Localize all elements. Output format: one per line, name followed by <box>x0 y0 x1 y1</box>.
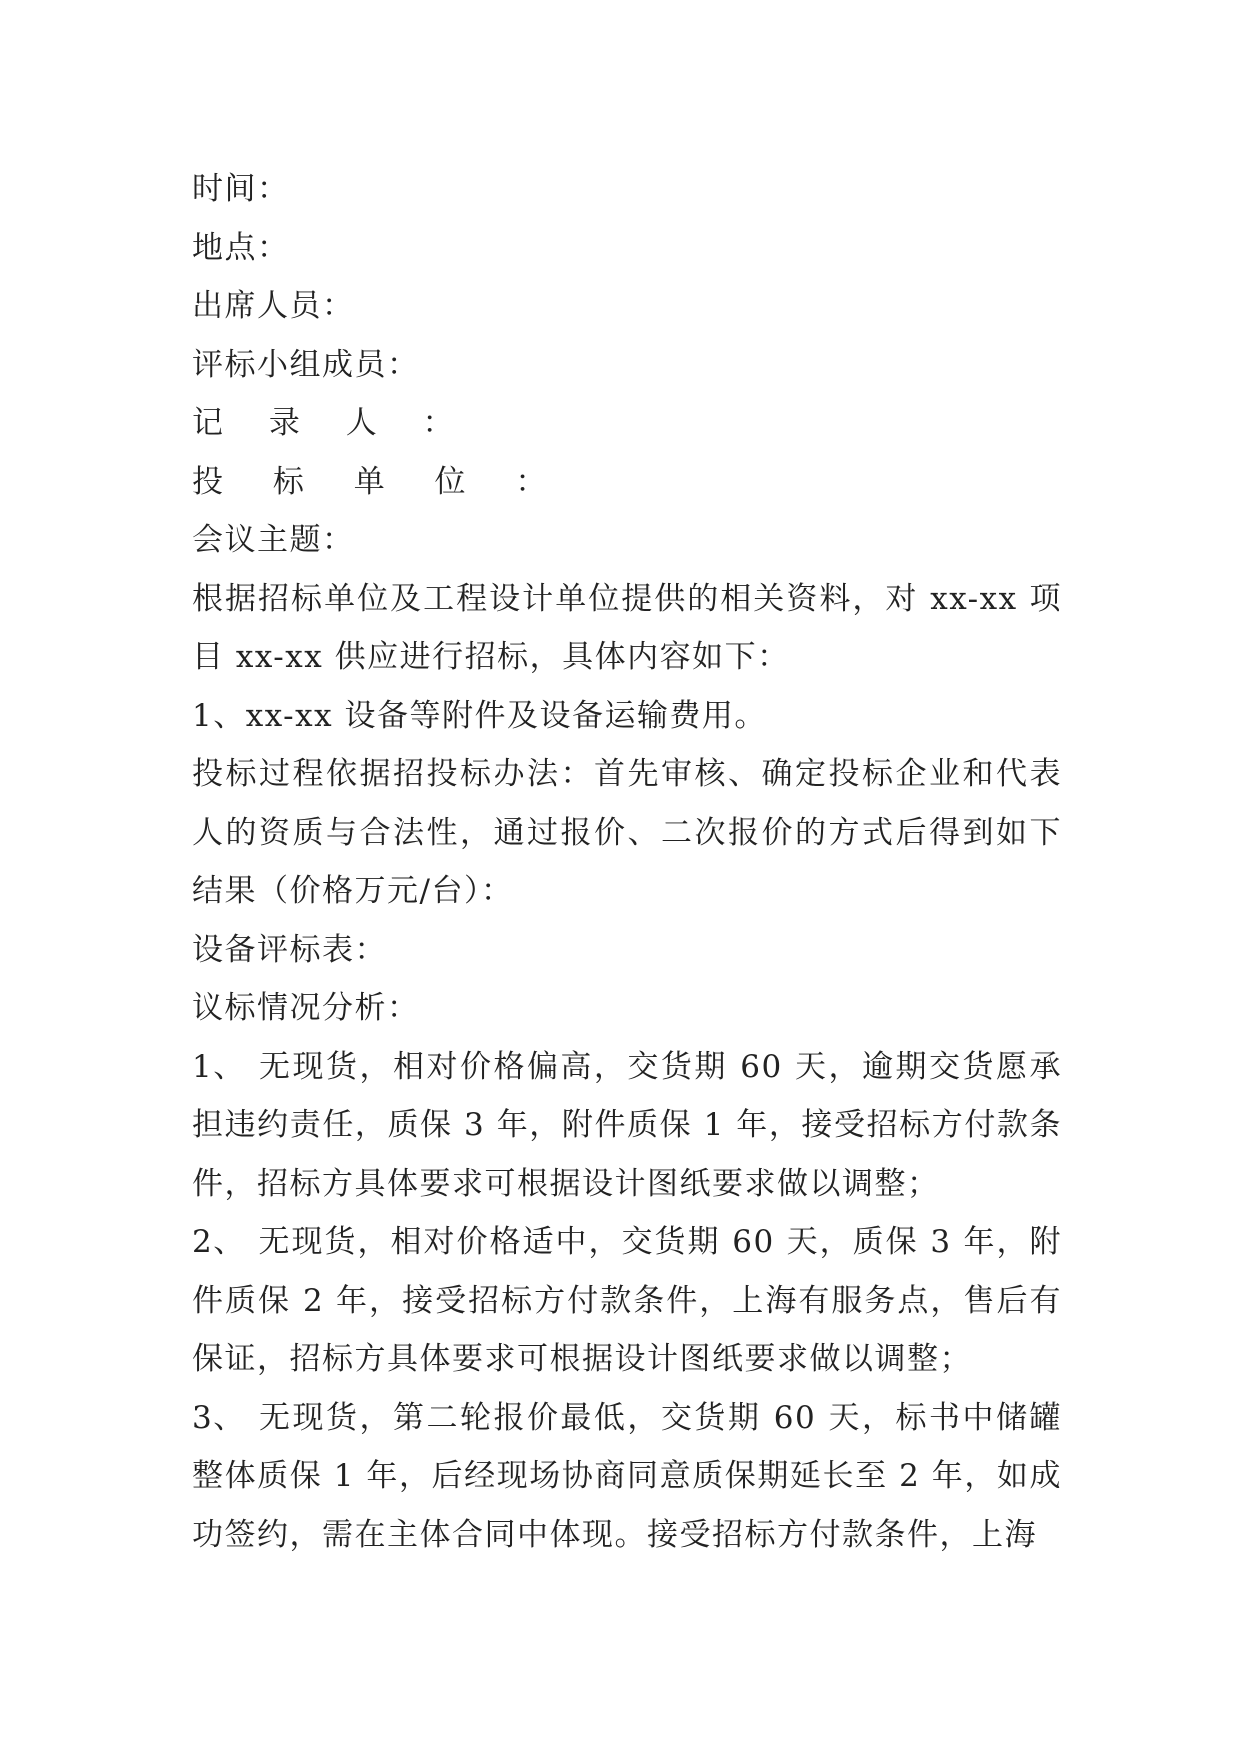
analysis-item-text: 无现货，第二轮报价最低，交货期 60 天，标书中储罐整体质保 1 年，后经现场协商同意质保期延长至 2 年，如成功签约，需在主体合同中体现。接受招标方付款条件，上海 <box>192 1399 1062 1553</box>
item-1-paragraph: 1、xx-xx 设备等附件及设备运输费用。 <box>192 697 767 734</box>
analysis-item-text: 无现货，相对价格适中，交货期 60 天，质保 3 年，附件质保 2 年，接受招标方付款条件，上海有服务点，售后有保证，招标方具体要求可根据设计图纸要求做以调整； <box>192 1224 1062 1377</box>
analysis-item <box>192 1038 1062 1214</box>
place-field: 地点： <box>192 229 290 266</box>
recorder-field: 记 录 人 ： <box>192 405 472 441</box>
document-body <box>192 160 1062 1564</box>
panel-members-field: 评标小组成员： <box>192 346 420 383</box>
analysis-label: 议标情况分析： <box>192 990 420 1026</box>
analysis-item <box>192 1213 1062 1389</box>
table-label: 设备评标表： <box>192 931 387 968</box>
time-field: 时间： <box>192 171 290 207</box>
attendees-field: 出席人员： <box>192 288 355 324</box>
topic-field: 会议主题： <box>192 522 355 558</box>
analysis-item <box>192 1389 1062 1565</box>
analysis-item-number: 1、 <box>192 1048 246 1085</box>
bidder-field: 投 标 单 位 ： <box>192 463 567 500</box>
analysis-item-text: 无现货，相对价格偏高，交货期 60 天，逾期交货愿承担违约责任，质保 3 年，附件质保 1 年，接受招标方付款条件，招标方具体要求可根据设计图纸要求做以调整； <box>192 1048 1062 1202</box>
intro-paragraph: 根据招标单位及工程设计单位提供的相关资料，对 xx-xx 项目 xx-xx 供应进行招标，具体内容如下： <box>192 580 1062 675</box>
analysis-item-number: 2、 <box>192 1224 246 1260</box>
process-paragraph: 投标过程依据招投标办法：首先审核、确定投标企业和代表人的资质与合法性，通过报价、二次报价的方式后得到如下结果（价格万元/台）： <box>192 756 1062 909</box>
analysis-item-number: 3、 <box>192 1399 246 1436</box>
